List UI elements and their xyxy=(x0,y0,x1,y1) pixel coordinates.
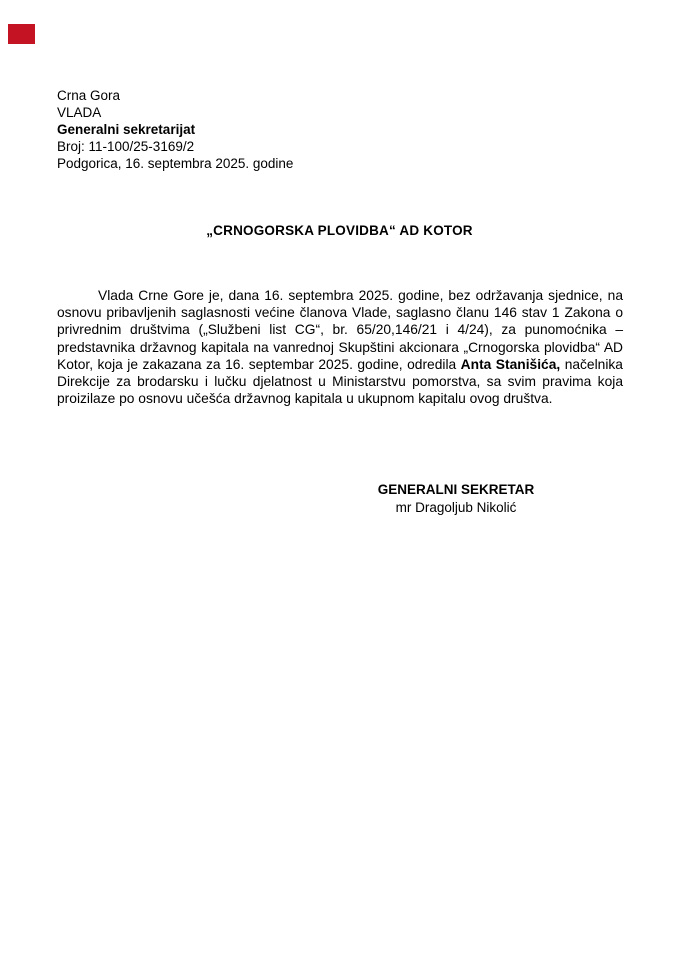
body-text-bold-name: Anta Stanišića, xyxy=(460,356,561,372)
letterhead xyxy=(57,87,293,172)
letterhead-institution: VLADA xyxy=(57,105,102,120)
letterhead-document-number: Broj: 11-100/25-3169/2 xyxy=(57,139,195,154)
letterhead-country: Crna Gora xyxy=(57,88,121,103)
flag-icon xyxy=(8,24,35,44)
body-text-part2: načelnika Direkcije za brodarsku i lučku djelatnost u Ministarstvu pomorstva, sa svim pravima koja proizilaze po osnovu učešća državnog kapitala u ukupnom kapitalu ovog društva. xyxy=(57,356,623,407)
body-paragraph xyxy=(57,287,623,407)
signature-title: GENERALNI SEKRETAR xyxy=(377,482,535,497)
letterhead-place-date: Podgorica, 16. septembra 2025. godine xyxy=(57,156,294,171)
document-title: „CRNOGORSKA PLOVIDBA“ AD KOTOR xyxy=(206,223,473,238)
signature-name: mr Dragoljub Nikolić xyxy=(395,500,517,515)
letterhead-department: Generalni sekretarijat xyxy=(57,122,196,137)
signature-block xyxy=(358,481,554,517)
body-text-part1: Vlada Crne Gore je, dana 16. septembra 2025. godine, bez održavanja sjednice, na osnovu pribavljenih saglasnosti većine članova Vlade, saglasno članu 146 stav 1 Zakona o privrednim društvima („Službeni list CG“, br. 65/20,146/21 i 4/24), za punomoćnika – predstavnika državnog kapitala na vanrednoj Skupštini akcionara „Crnogorska plovidba“ AD Kotor, koja je zakazana za 16. septembar 2025. godine, odredila xyxy=(57,288,623,372)
